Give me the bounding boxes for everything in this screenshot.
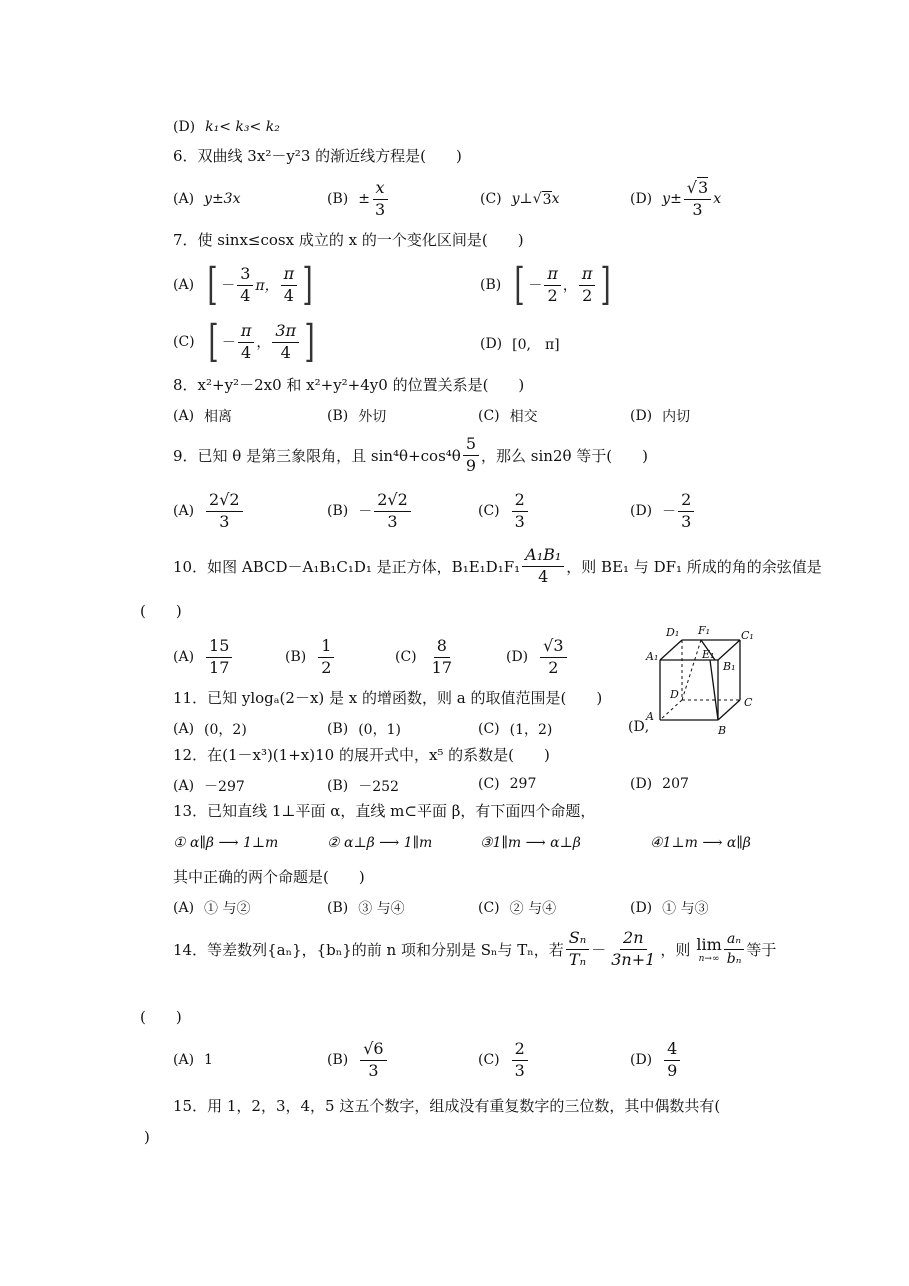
q11-stem: 11．已知 ylogₐ(2－x) 是 x 的增函数，则 a 的取值范围是( ) xyxy=(173,689,603,707)
fraction xyxy=(608,927,658,969)
fraction xyxy=(544,263,561,305)
q6-option-b xyxy=(327,177,390,221)
option-label: (B) xyxy=(327,900,349,916)
limit-operator: lim xyxy=(696,934,722,954)
left-bracket: [ xyxy=(208,316,219,367)
q11-option-d xyxy=(628,719,649,735)
numerator: 3 xyxy=(237,266,253,286)
sign: － xyxy=(528,278,543,294)
q14-option-c xyxy=(478,1037,530,1083)
option-label: (A) xyxy=(173,277,195,293)
q12-option-d xyxy=(630,776,689,792)
option-label: (D xyxy=(628,719,645,735)
fraction xyxy=(429,635,455,677)
numerator: 5 xyxy=(463,436,479,456)
stem-text: 10．如图 ABCD－A₁B₁C₁D₁ 是正方体，B₁E₁D₁F₁ xyxy=(173,557,521,576)
vertex-label-d: D xyxy=(670,688,679,701)
q14-option-b xyxy=(327,1037,389,1083)
left-bracket: [ xyxy=(514,259,525,310)
numerator: π xyxy=(281,266,298,286)
pi-symbol: π， xyxy=(255,278,279,294)
numerator: Sₙ xyxy=(566,930,589,950)
q13-stem: 13．已知直线 1⊥平面 α，直线 m⊂平面 β，有下面四个命题， xyxy=(173,802,596,820)
numerator: 2n xyxy=(620,930,646,950)
numerator: √6 xyxy=(360,1041,386,1061)
separator: ， xyxy=(562,278,577,294)
denominator: 3 xyxy=(681,511,692,531)
numerator: x xyxy=(373,180,388,200)
q7-option-b xyxy=(480,260,615,310)
fraction xyxy=(664,1038,680,1080)
q5-option-d xyxy=(173,119,280,135)
option-label: (A) xyxy=(173,503,195,519)
q13-proposition-2: ② α⊥β ⟶ 1∥m xyxy=(327,835,433,851)
sqrt-sign: √ xyxy=(532,191,542,207)
limit xyxy=(696,935,721,964)
sign: － xyxy=(662,504,677,520)
q7-stem: 7．使 sinx≤cosx 成立的 x 的一个变化区间是( ) xyxy=(173,231,524,249)
denominator: 3 xyxy=(368,1060,379,1080)
sign: － xyxy=(221,278,236,294)
option-label: (A) xyxy=(173,1052,195,1068)
q13-option-b xyxy=(327,898,405,918)
option-label: (D) xyxy=(630,408,653,424)
denominator: 4 xyxy=(240,285,251,305)
denominator: 9 xyxy=(667,1060,678,1080)
denominator: 2 xyxy=(321,657,332,677)
fraction xyxy=(512,489,528,531)
option-text: ① 与③ xyxy=(662,901,709,917)
q6-option-c xyxy=(480,177,559,221)
q10-option-d xyxy=(506,634,569,680)
denominator: 4 xyxy=(283,285,294,305)
q13-proposition-3: ③1∥m ⟶ α⊥β xyxy=(480,835,581,851)
vertex-label-e1: E₁ xyxy=(702,648,715,661)
q13-option-d xyxy=(630,898,709,918)
fraction xyxy=(579,263,596,305)
fraction xyxy=(372,177,388,219)
q13-proposition-4: ④1⊥m ⟶ α∥β xyxy=(650,835,751,851)
q9-option-b xyxy=(327,488,413,534)
fraction xyxy=(684,177,711,219)
fraction xyxy=(281,263,298,305)
q8-option-d xyxy=(630,406,690,426)
q14-stem xyxy=(173,924,776,974)
q14-option-a xyxy=(173,1052,213,1068)
q14-option-d xyxy=(630,1037,682,1083)
option-text: 1 xyxy=(204,1052,213,1068)
fraction xyxy=(238,320,255,362)
option-text: (0，2) xyxy=(204,722,247,738)
q11-option-b xyxy=(327,719,401,739)
vertex-label-b: B xyxy=(718,724,727,737)
option-label: (D) xyxy=(506,649,529,665)
option-label: (D) xyxy=(630,503,653,519)
vertex-label-a1: A₁ xyxy=(646,650,659,663)
option-label: (B) xyxy=(285,649,307,665)
q8-option-b xyxy=(327,406,386,426)
numerator: √3 xyxy=(684,180,711,200)
limit-subscript: n→∞ xyxy=(698,953,720,964)
denominator: 3 xyxy=(374,199,386,219)
denominator: 17 xyxy=(431,657,452,677)
option-label: (A) xyxy=(173,649,195,665)
sign: － xyxy=(221,335,236,351)
right-bracket: ] xyxy=(304,316,315,367)
option-label: (B) xyxy=(327,778,349,794)
option-text: 297 xyxy=(509,776,537,792)
q7-option-c xyxy=(173,317,318,367)
denominator: 17 xyxy=(209,657,230,677)
denominator: 2 xyxy=(547,285,558,305)
option-label: (D) xyxy=(630,1052,653,1068)
option-label: (C) xyxy=(478,900,500,916)
q6-stem: 6．双曲线 3x²－y²3 的渐近线方程是( ) xyxy=(173,147,462,165)
q13-option-c xyxy=(478,898,556,918)
q13-option-a xyxy=(173,898,251,918)
q10-answer-paren: ( ) xyxy=(140,602,182,620)
q12-option-b xyxy=(327,776,399,796)
option-label: (C) xyxy=(478,721,500,737)
numerator: π xyxy=(544,266,561,286)
denominator: 9 xyxy=(465,455,477,475)
vertex-label-a: A xyxy=(646,710,654,723)
numerator: aₙ xyxy=(724,932,744,950)
denominator: 3 xyxy=(514,511,525,531)
option-label: (A) xyxy=(173,721,195,737)
option-label: (D) xyxy=(630,776,653,792)
option-text: (0，1) xyxy=(358,722,401,738)
denominator: 3 xyxy=(692,199,703,219)
option-label: (D) xyxy=(480,336,503,352)
cube-figure xyxy=(640,622,770,740)
denominator: 4 xyxy=(538,566,549,586)
option-label: (B) xyxy=(327,721,349,737)
left-bracket: [ xyxy=(207,259,218,310)
option-label: (B) xyxy=(327,503,349,519)
fraction xyxy=(374,489,411,531)
sign: － xyxy=(591,940,607,959)
option-label: (A) xyxy=(173,778,195,794)
q12-stem: 12．在(1－x³)(1+x)10 的展开式中，x⁵ 的系数是( ) xyxy=(173,746,550,764)
option-label: (A) xyxy=(173,900,195,916)
fraction xyxy=(522,544,564,586)
q9-option-c xyxy=(478,488,530,534)
fraction xyxy=(360,1038,386,1080)
option-text: －297 xyxy=(204,779,245,795)
vertex-label-c1: C₁ xyxy=(741,629,754,642)
closed-interval xyxy=(511,259,614,310)
option-text: 207 xyxy=(662,776,689,792)
q12-option-a xyxy=(173,776,245,796)
fraction xyxy=(566,927,589,969)
option-text: x xyxy=(713,191,722,207)
numerator: 15 xyxy=(206,638,232,658)
option-label: (B) xyxy=(327,408,349,424)
q15-stem: 15．用 1，2，3，4，5 这五个数字，组成没有重复数字的三位数，其中偶数共有( xyxy=(173,1097,721,1115)
fraction xyxy=(206,635,232,677)
numerator: 2 xyxy=(678,492,694,512)
q10-option-c xyxy=(395,634,457,680)
fraction xyxy=(540,635,566,677)
option-text: 外切 xyxy=(358,409,387,425)
numerator: 2 xyxy=(512,492,528,512)
vertex-label-b1: B₁ xyxy=(723,660,736,673)
stem-text: 9．已知 θ 是第三象限角，且 sin⁴θ+cos⁴θ xyxy=(173,446,461,465)
q11-option-a xyxy=(173,719,247,739)
option-text: y⊥ xyxy=(511,191,533,207)
denominator: 3 xyxy=(219,511,230,531)
denominator: Tₙ xyxy=(568,949,587,969)
q8-option-c xyxy=(478,406,538,426)
radicand: 3 xyxy=(542,191,552,208)
denominator: 2 xyxy=(582,285,593,305)
numerator: 2√2 xyxy=(374,492,411,512)
denominator: 4 xyxy=(280,342,291,362)
numerator: π xyxy=(238,323,255,343)
stem-text: ，那么 sin2θ 等于( ) xyxy=(481,446,648,465)
denominator: 2 xyxy=(548,657,559,677)
q7-option-a xyxy=(173,260,316,310)
option-text: ② 与④ xyxy=(509,901,557,917)
q6-option-d xyxy=(630,174,721,224)
separator: ， xyxy=(256,335,271,351)
q13-proposition-1: ① α∥β ⟶ 1⊥m xyxy=(173,835,279,851)
option-label: (B) xyxy=(327,191,349,207)
q15-stem-tail: ) xyxy=(144,1128,150,1146)
option-text: －252 xyxy=(358,779,399,795)
q13-ask: 其中正确的两个命题是( ) xyxy=(173,868,365,886)
q12-option-c xyxy=(478,776,536,792)
q10-option-b xyxy=(285,634,336,680)
option-text: 相交 xyxy=(509,409,538,425)
numerator: √3 xyxy=(540,638,566,658)
option-text: ③ 与④ xyxy=(358,901,405,917)
numerator: 4 xyxy=(664,1041,680,1061)
option-text: y± xyxy=(662,191,682,207)
stem-text: ，则 BE₁ 与 DF₁ 所成的角的余弦值是 xyxy=(566,557,822,576)
fraction xyxy=(206,489,243,531)
fraction xyxy=(318,635,334,677)
q9-option-a xyxy=(173,488,245,534)
stem-text: 等于 xyxy=(746,940,777,959)
fraction xyxy=(237,263,253,305)
denominator: 4 xyxy=(240,342,252,362)
option-text: y±3x xyxy=(204,191,241,207)
denominator: 3 xyxy=(387,511,398,531)
fraction xyxy=(272,320,299,362)
option-label: (C) xyxy=(478,1052,500,1068)
q9-option-d xyxy=(630,488,696,534)
fraction xyxy=(512,1038,528,1080)
stem-text: 14．等差数列{aₙ}，{bₙ}的前 n 项和分别是 Sₙ与 Tₙ，若 xyxy=(173,940,564,959)
numerator: A₁B₁ xyxy=(522,547,564,567)
option-label: (B) xyxy=(327,1052,349,1068)
option-label: (C) xyxy=(395,649,417,665)
denominator: bₙ xyxy=(726,950,742,967)
option-text: ① 与② xyxy=(204,901,251,917)
option-text: [0, π] xyxy=(512,337,560,353)
option-label: (C) xyxy=(478,408,500,424)
option-text: , xyxy=(644,719,650,735)
denominator: 3 xyxy=(514,1060,525,1080)
option-label: (D) xyxy=(173,119,196,135)
fraction xyxy=(678,489,694,531)
q8-stem: 8．x²+y²－2x0 和 x²+y²+4y0 的位置关系是( ) xyxy=(173,376,525,394)
fraction xyxy=(724,932,745,966)
option-label: (C) xyxy=(478,776,500,792)
fraction xyxy=(463,433,479,475)
vertex-label-c: C xyxy=(744,696,753,709)
q7-option-d xyxy=(480,334,560,354)
option-text: (1，2) xyxy=(509,722,553,738)
sign: － xyxy=(358,504,373,520)
option-text: k₁< k₃< k₂ xyxy=(205,119,280,135)
option-label: (D) xyxy=(630,191,653,207)
option-label: (C) xyxy=(173,334,195,350)
q10-option-a xyxy=(173,634,234,680)
q6-option-a xyxy=(173,177,241,221)
closed-interval xyxy=(204,259,316,310)
numerator: 3π xyxy=(272,323,299,343)
option-text: 内切 xyxy=(662,409,691,425)
numerator: 8 xyxy=(434,638,450,658)
closed-interval xyxy=(205,316,319,367)
q11-option-c xyxy=(478,719,552,739)
q8-option-a xyxy=(173,406,232,426)
denominator: 3n+1 xyxy=(611,949,656,969)
q10-stem xyxy=(173,542,822,590)
right-bracket: ] xyxy=(600,259,612,310)
option-label: (D) xyxy=(630,900,653,916)
option-text: x xyxy=(551,191,560,207)
numerator: 2 xyxy=(512,1041,528,1061)
vertex-label-f1: F₁ xyxy=(698,624,711,637)
option-label: (C) xyxy=(478,503,500,519)
option-sign: ± xyxy=(358,191,370,207)
q9-stem xyxy=(173,432,648,478)
q14-answer-paren: ( ) xyxy=(140,1008,182,1026)
right-bracket: ] xyxy=(302,259,313,310)
option-text: 相离 xyxy=(204,409,233,425)
numerator: π xyxy=(579,266,596,286)
numerator: 2√2 xyxy=(206,492,243,512)
option-label: (C) xyxy=(480,191,502,207)
stem-text: ，则 xyxy=(660,940,691,959)
option-label: (B) xyxy=(480,277,502,293)
numerator: 1 xyxy=(318,638,334,658)
option-label: (A) xyxy=(173,191,195,207)
vertex-label-d1: D₁ xyxy=(666,626,680,639)
option-label: (A) xyxy=(173,408,195,424)
radicand: 3 xyxy=(698,177,709,197)
